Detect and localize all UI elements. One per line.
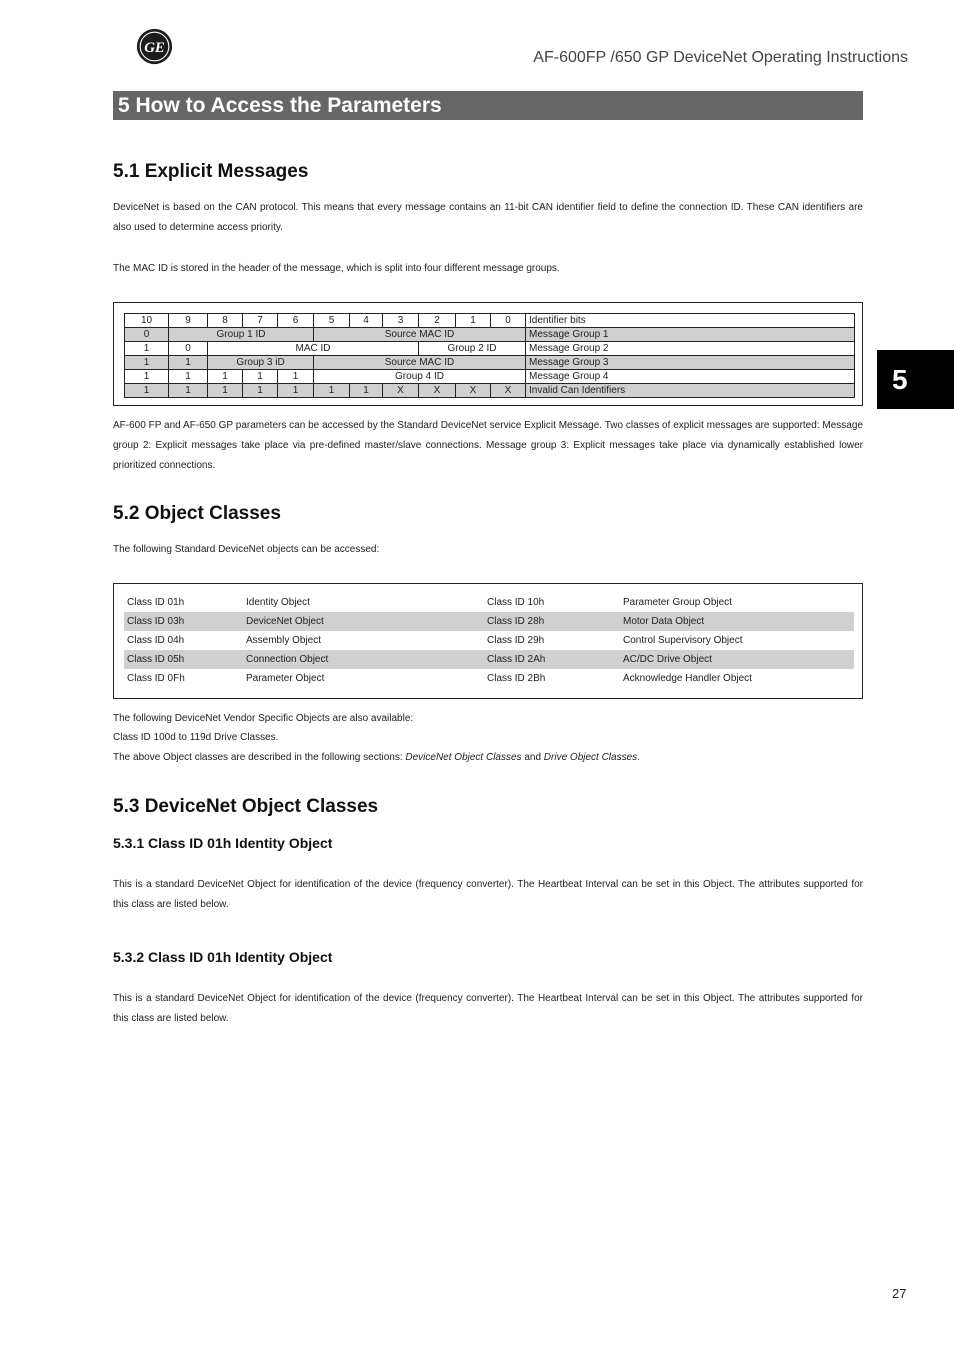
table-row: Class ID 03h DeviceNet Object Class ID 28h Motor Data Object bbox=[124, 612, 854, 631]
object-classes-table-frame bbox=[113, 583, 863, 699]
paragraph-mac-id: The MAC ID is stored in the header of the message, which is split into four different message groups. bbox=[113, 263, 560, 274]
paragraph-objects-intro: The following Standard DeviceNet objects can be accessed: bbox=[113, 544, 380, 555]
paragraph-identity-object-1: This is a standard DeviceNet Object for identification of the device (frequency converter). The Heartbeat Interval can be set in this Object. The attributes supported for this class are listed below. bbox=[113, 879, 863, 910]
section-heading-5-1: 5.1 Explicit Messages bbox=[113, 161, 309, 182]
table-row: 1 1 Group 3 iD Source MAC ID Message Group 3 bbox=[125, 356, 855, 370]
paragraph-can-protocol: DeviceNet is based on the CAN protocol. This means that every message contains an 11-bit CAN identifier field to define the connection ID. These CAN identifiers are also used to determine access priority. bbox=[113, 202, 863, 233]
table-row: 0 Group 1 ID Source MAC ID Message Group 1 bbox=[125, 328, 855, 342]
paragraph-drive-classes: Class ID 100d to 119d Drive Classes. bbox=[113, 732, 279, 743]
page-number: 27 bbox=[892, 1286, 907, 1301]
link-devicenet-object-classes: DeviceNet Object Classes bbox=[405, 752, 522, 763]
link-drive-object-classes: Drive Object Classes bbox=[543, 752, 638, 763]
table-row: Class ID 05h Connection Object Class ID 2Ah AC/DC Drive Object bbox=[124, 650, 854, 669]
document-title: AF-600FP /650 GP DeviceNet Operating Instructions bbox=[533, 49, 908, 66]
table-row: Class ID 0Fh Parameter Object Class ID 2Bh Acknowledge Handler Object bbox=[127, 673, 752, 684]
chapter-title: 5 How to Access the Parameters bbox=[113, 91, 863, 120]
identifier-bits-table bbox=[124, 313, 855, 398]
object-classes-table bbox=[124, 593, 854, 688]
chapter-tab: 5 bbox=[877, 350, 954, 409]
paragraph-explicit-message: AF-600 FP and AF-650 GP parameters can be accessed by the Standard DeviceNet service Explicit Message. Two classes of explicit messages are supported: Message group 2: Explicit messages take place via pre-defined master/slave connections. Message group 3: Explicit messages take place via dynamically established lower prioritized connections. bbox=[113, 420, 863, 471]
subsection-heading-5-3-2: 5.3.2 Class ID 01h Identity Object bbox=[113, 949, 333, 965]
paragraph-identity-object-2: This is a standard DeviceNet Object for identification of the device (frequency converter). The Heartbeat Interval can be set in this Object. The attributes supported for this class are listed below. bbox=[113, 993, 863, 1024]
subsection-heading-5-3-1: 5.3.1 Class ID 01h Identity Object bbox=[113, 835, 333, 851]
ge-logo bbox=[136, 28, 173, 65]
section-heading-5-3: 5.3 DeviceNet Object Classes bbox=[113, 796, 379, 817]
section-heading-5-2: 5.2 Object Classes bbox=[113, 503, 281, 524]
table-row: 10 9 8 7 6 5 4 3 2 1 0 Identifier bits bbox=[125, 314, 855, 328]
table-row: 1 1 1 1 1 Group 4 ID Message Group 4 bbox=[125, 370, 855, 384]
paragraph-vendor-objects: The following DeviceNet Vendor Specific Objects are also available: bbox=[113, 713, 414, 724]
identifier-bits-table-frame bbox=[113, 302, 863, 406]
table-row: 1 1 1 1 1 1 1 X X X X Invalid Can Identifiers bbox=[125, 384, 855, 398]
paragraph-sections-reference: The above Object classes are described in the following sections: DeviceNet Object Classes and Drive Object Classes. bbox=[113, 752, 640, 763]
table-row: 1 0 MAC ID Group 2 ID Message Group 2 bbox=[125, 342, 855, 356]
table-row: Class ID 04h Assembly Object Class ID 29h Control Supervisory Object bbox=[127, 635, 743, 646]
ge-logo-lettering: GE bbox=[144, 40, 165, 57]
table-row: Class ID 01h Identity Object Class ID 10h Parameter Group Object bbox=[127, 597, 732, 608]
